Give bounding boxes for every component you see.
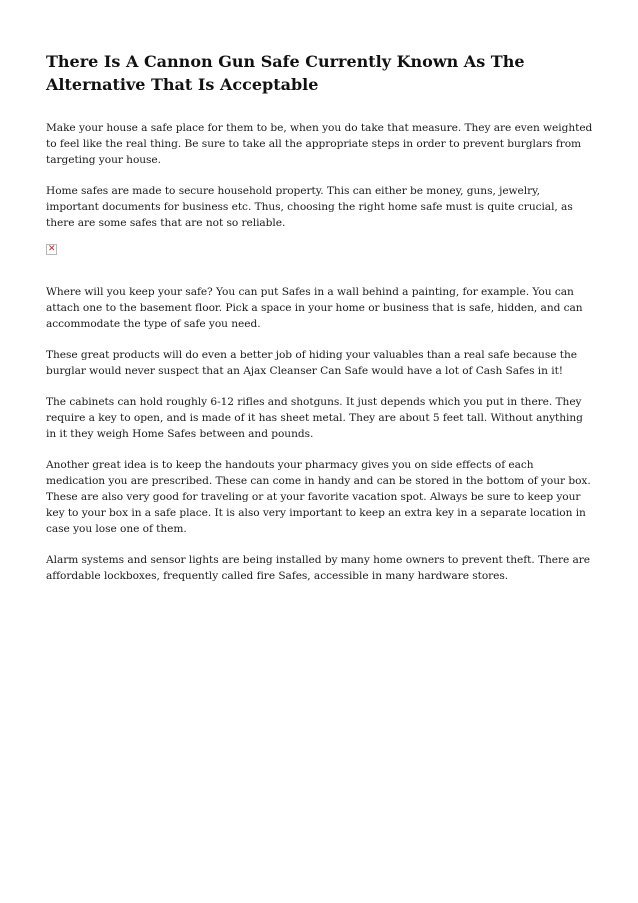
paragraph-2: Home safes are made to secure household property. This can either be money, guns, jewelry, important documents for business etc. Thus, choosing the right home safe must is quite crucial, as there are some safes that are not so reliable. [46, 185, 573, 229]
paragraph-3: Where will you keep your safe? You can put Safes in a wall behind a painting, for example. You can attach one to the basement floor. Pick a space in your home or business that is safe, hidden, and can accommodate the type of safe you need. [46, 286, 583, 330]
paragraph-7: Alarm systems and sensor lights are being installed by many home owners to prevent theft. There are affordable lockboxes, frequently called fire Safes, accessible in many hardware stores. [46, 554, 591, 582]
paragraph-5: The cabinets can hold roughly 6-12 rifles and shotguns. It just depends which you put in there. They require a key to open, and is made of it has sheet metal. They are about 5 feet tall. Without anything in it they weigh Home Safes between and pounds. [46, 396, 583, 440]
paragraph-4: These great products will do even a better job of hiding your valuables than a real safe because the burglar would never suspect that an Ajax Cleanser Can Safe would have a lot of Cash Safes in it! [46, 349, 577, 377]
document-page [46, 50, 594, 584]
paragraph-1: Make your house a safe place for them to be, when you do take that measure. They are even weighted to feel like the real thing. Be sure to take all the appropriate steps in order to prevent burglars from targeting your house. [46, 122, 593, 166]
broken-image-icon: ✕ [48, 244, 56, 254]
article-title: There Is A Cannon Gun Safe Currently Known As The Alternative That Is Acceptable [46, 52, 525, 94]
paragraph-6: Another great idea is to keep the handouts your pharmacy gives you on side effects of each medication you are prescribed. These can come in handy and can be stored in the bottom of your box. These are also very good for traveling or at your favorite vacation spot. Always be sure to keep your key to your box in a safe place. It is also very important to keep an extra key in a separate location in case you lose one of them. [46, 459, 591, 535]
